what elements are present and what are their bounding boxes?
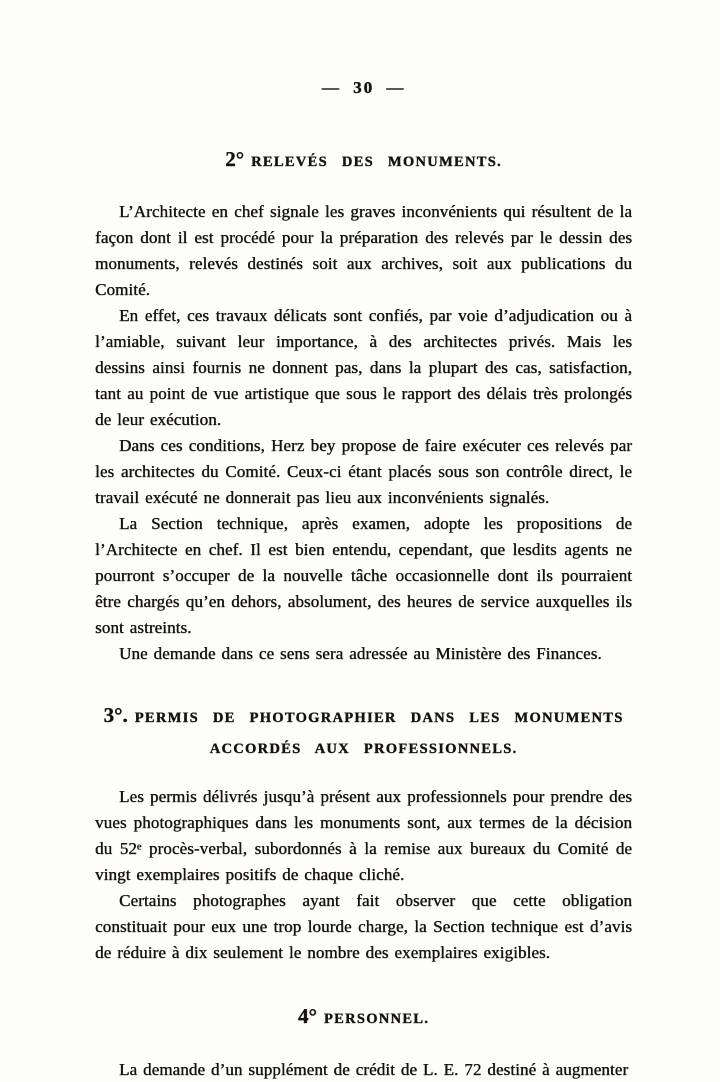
paragraph: Dans ces conditions, Herz bey propose de faire exécuter ces relevés par les architectes du Comité. Ceux-ci étant placés sous son contrôle direct, le travail exécuté ne donnerait pas lieu aux inconvénients signalés.	[95, 436, 632, 507]
paragraph: Une demande dans ce sens sera adressée au Ministère des Finances.	[119, 644, 602, 663]
section-4-heading-line	[95, 1001, 632, 1035]
page-number: — 30 —	[321, 78, 406, 97]
section-3-heading-line-1	[95, 700, 632, 734]
section-2-numeral: 2°	[225, 147, 245, 171]
section-2-body	[95, 199, 632, 667]
paragraph: La demande d’un supplément de crédit de L. E. 72 destiné à augmenter	[119, 1060, 629, 1079]
section-4-heading	[95, 1001, 632, 1035]
paragraph: Les permis délivrés jusqu’à présent aux professionnels pour prendre des vues photographiques dans les monuments sont, aux termes de la décision du 52ᵉ procès-verbal, subordonnés à la remise aux bureaux du Comité de vingt exemplaires positifs de chaque cliché.	[95, 787, 632, 884]
section-2-heading-line	[95, 144, 632, 178]
section-permis-de-photographier	[95, 700, 632, 966]
section-3-heading-line-2	[95, 734, 632, 765]
section-3-numeral: 3°.	[103, 703, 128, 727]
section-3-title-line-2: ACCORDÉS AUX PROFESSIONNELS.	[209, 741, 518, 757]
paragraph: En effet, ces travaux délicats sont confiés, par voie d’adjudication ou à l’amiable, suivant leur importance, à des architectes privés. Mais les dessins ainsi fournis ne donnent pas, dans la plupart des cas, satisfaction, tant au point de vue artistique que sous le rapport des délais très prolongés de leur exécution.	[95, 306, 632, 429]
section-3-body	[95, 784, 632, 966]
paragraph: La Section technique, après examen, adopte les propositions de l’Architecte en chef. Il est bien entendu, cependant, que lesdits agents ne pourront s’occuper de la nouvelle tâche occasionnelle dont ils pourraient être chargés qu’en dehors, absolument, des heures de service auxquelles ils sont astreints.	[95, 514, 632, 637]
section-4-title: PERSONNEL.	[323, 1011, 430, 1027]
section-4-body	[95, 1057, 632, 1082]
section-3-heading	[95, 700, 632, 765]
paragraph: Certains photographes ayant fait observer que cette obligation constituait pour eux une trop lourde charge, la Section technique est d’avis de réduire à dix seulement le nombre des exemplaires exigibles.	[95, 891, 632, 962]
section-personnel	[95, 1001, 632, 1082]
section-2-title: RELEVÉS DES MONUMENTS.	[251, 154, 502, 170]
section-2-heading	[95, 144, 632, 178]
section-4-numeral: 4°	[297, 1004, 317, 1028]
section-3-title-line-1: PERMIS DE PHOTOGRAPHIER DANS LES MONUMENTS	[134, 710, 624, 726]
paragraph: L’Architecte en chef signale les graves inconvénients qui résultent de la façon dont il est procédé pour la préparation des relevés par le dessin des monuments, relevés destinés soit aux archives, soit aux publications du Comité.	[95, 202, 632, 299]
section-releves-des-monuments	[95, 144, 632, 667]
